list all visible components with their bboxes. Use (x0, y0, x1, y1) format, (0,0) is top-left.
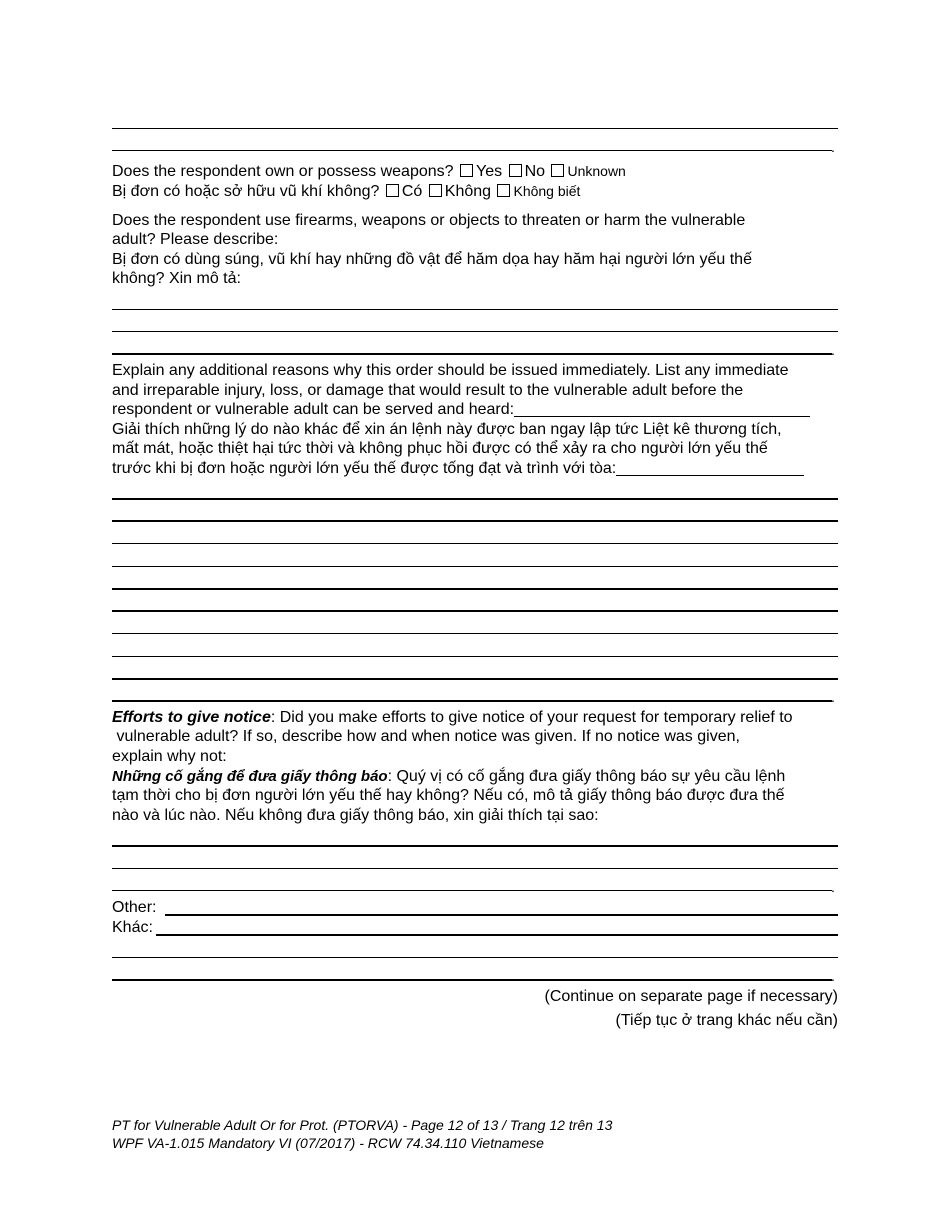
notice-vi-line: tạm thời cho bị đơn người lớn yếu thế hay không? Nếu có, mô tả giấy thông báo được đưa thế (112, 787, 785, 804)
khong-biet-label: Không biết (513, 183, 581, 199)
line-end-period: . (831, 342, 835, 358)
answer-line[interactable] (112, 588, 838, 590)
answer-line[interactable] (112, 498, 838, 500)
co-checkbox[interactable] (386, 184, 399, 197)
khong-checkbox[interactable] (429, 184, 442, 197)
weapons-question-en-text: Does the respondent own or possess weapons? (112, 163, 454, 180)
notice-en-line: explain why not: (112, 748, 227, 765)
no-checkbox[interactable] (509, 164, 522, 177)
co-label: Có (401, 183, 423, 200)
reasons-answer-field[interactable] (514, 402, 810, 417)
notice-en-label: Efforts to give notice (112, 709, 271, 726)
reasons-en-text: respondent or vulnerable adult can be served and heard: (112, 401, 515, 418)
answer-line[interactable] (112, 128, 838, 129)
reasons-vi-line-3 (112, 459, 804, 479)
firearms-vi-line: không? Xin mô tả: (112, 270, 241, 287)
other-vi-answer-field[interactable] (156, 934, 838, 936)
footer-line-1: PT for Vulnerable Adult Or for Prot. (PTORVA) - Page 12 of 13 / Trang 12 trên 13 (112, 1117, 613, 1133)
line-end-period: . (831, 689, 835, 705)
notice-en-line-1 (112, 708, 793, 728)
unknown-label: Unknown (567, 163, 626, 179)
answer-line[interactable] (112, 700, 832, 702)
firearms-en-line: Does the respondent use firearms, weapons or objects to threaten or harm the vulnerable (112, 212, 746, 229)
answer-line[interactable] (112, 331, 838, 332)
answer-line[interactable] (112, 633, 838, 634)
reasons-vi-answer-field[interactable] (616, 461, 804, 476)
line-end-period: . (831, 879, 835, 895)
line-end-period: . (831, 139, 835, 155)
other-en-label: Other: (112, 899, 157, 916)
notice-vi-label: Những cố gắng để đưa giấy thông báo (112, 768, 388, 785)
reasons-en-line: and irreparable injury, loss, or damage that would result to the vulnerable adult before the (112, 382, 744, 399)
notice-en-line: vulnerable adult? If so, describe how and when notice was given. If no notice was given, (112, 728, 740, 745)
weapons-question-en (112, 162, 626, 182)
notice-vi-line: nào và lúc nào. Nếu không đưa giấy thông báo, xin giải thích tại sao: (112, 807, 599, 824)
answer-line[interactable] (112, 957, 838, 958)
reasons-vi-text: trước khi bị đơn hoặc người lớn yếu thế được tống đạt và trình với tòa: (112, 460, 617, 477)
reasons-vi-line: Giải thích những lý do nào khác để xin án lệnh này được ban ngay lập tức Liệt kê thương tích, (112, 421, 782, 438)
reasons-en-line-3 (112, 400, 810, 420)
answer-line[interactable] (112, 610, 838, 612)
answer-line[interactable] (112, 656, 838, 657)
notice-en-text: : Did you make efforts to give notice of your request for temporary relief to (270, 709, 793, 726)
other-vi-label: Khác: (112, 919, 153, 936)
unknown-checkbox[interactable] (551, 164, 564, 177)
yes-label: Yes (476, 163, 503, 180)
answer-line[interactable] (112, 520, 838, 522)
continue-note-en: (Continue on separate page if necessary) (544, 988, 838, 1005)
khong-label: Không (444, 183, 492, 200)
answer-line[interactable] (112, 353, 832, 355)
footer-line-2: WPF VA-1.015 Mandatory VI (07/2017) - RCW 74.34.110 Vietnamese (112, 1135, 544, 1151)
reasons-en-line: Explain any additional reasons why this order should be issued immediately. List any immediate (112, 362, 789, 379)
firearms-en-line: adult? Please describe: (112, 231, 279, 248)
other-answer-field[interactable] (165, 914, 838, 916)
line-end-period: . (831, 968, 835, 984)
answer-line[interactable] (112, 543, 838, 544)
khong-biet-checkbox[interactable] (497, 184, 510, 197)
answer-line[interactable] (112, 979, 832, 981)
answer-line[interactable] (112, 890, 832, 891)
answer-line[interactable] (112, 566, 838, 567)
weapons-question-vi-text: Bị đơn có hoặc sở hữu vũ khí không? (112, 183, 380, 200)
answer-line[interactable] (112, 845, 838, 847)
yes-checkbox[interactable] (460, 164, 473, 177)
answer-line[interactable] (112, 678, 838, 680)
answer-line[interactable] (112, 309, 838, 310)
no-label: No (524, 163, 546, 180)
reasons-vi-line: mất mát, hoặc thiệt hại tức thời và không phục hồi được có thể xảy ra cho người lớn yếu thế (112, 440, 768, 457)
firearms-vi-line: Bị đơn có dùng súng, vũ khí hay những đồ vật để hăm dọa hay hăm hại người lớn yếu thế (112, 251, 752, 268)
notice-vi-text: : Quý vị có cố gắng đưa giấy thông báo sự yêu cầu lệnh (387, 768, 786, 785)
continue-note-vi: (Tiếp tục ở trang khác nếu cần) (615, 1012, 838, 1029)
answer-line[interactable] (112, 150, 832, 151)
weapons-question-vi (112, 182, 580, 202)
answer-line[interactable] (112, 868, 838, 869)
notice-vi-line-1 (112, 767, 785, 787)
